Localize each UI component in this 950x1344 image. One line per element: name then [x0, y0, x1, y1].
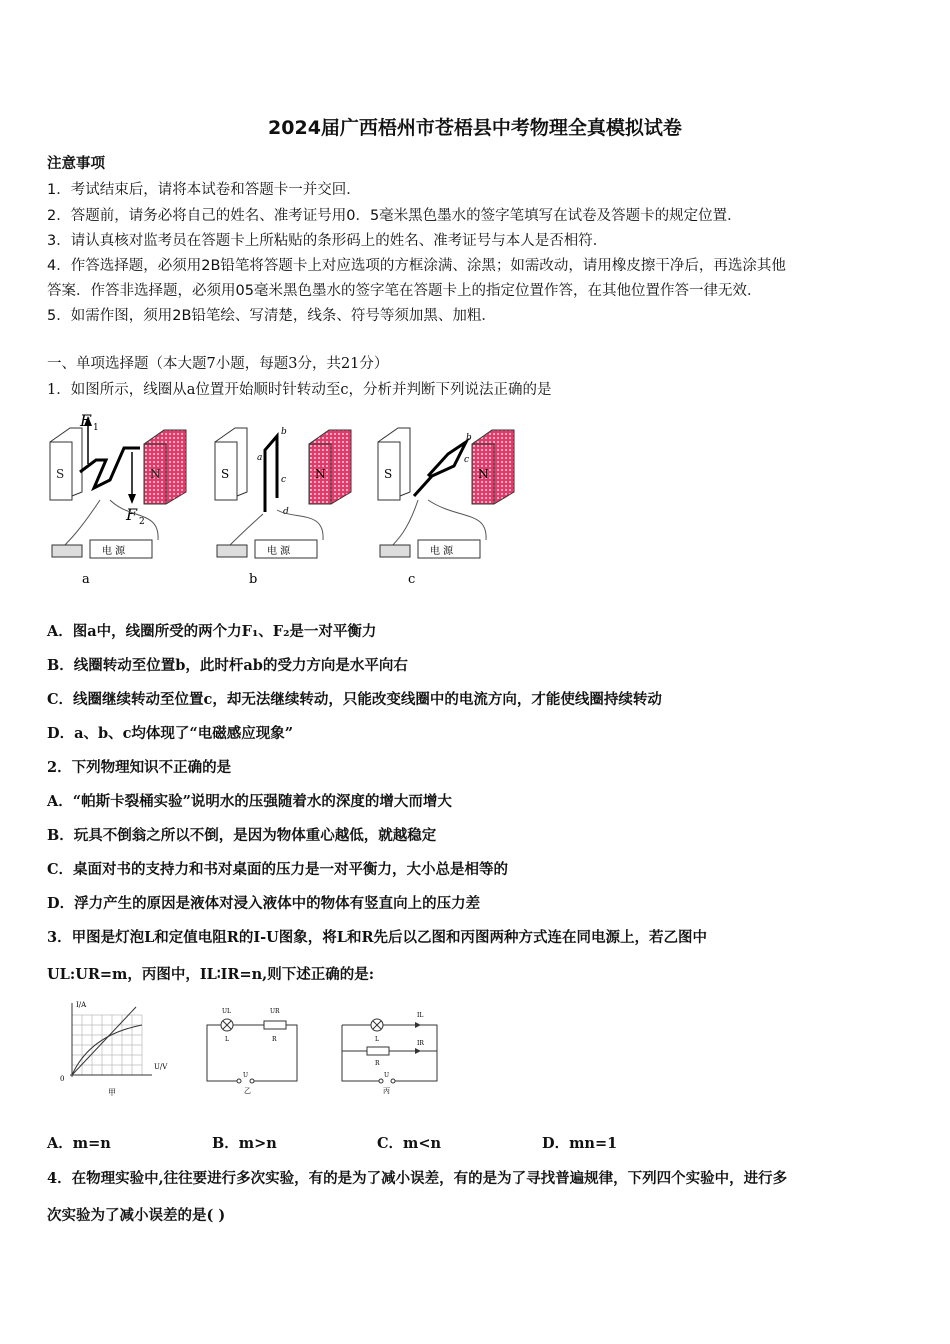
ir-label: IR	[417, 1040, 424, 1047]
motor-figure	[40, 400, 520, 592]
resistor-label: R	[375, 1060, 380, 1067]
axis-u-label: U/V	[154, 1063, 168, 1071]
graph-jia-label: 甲	[108, 1088, 116, 1097]
page-title: 2024届广西梧州市苍梧县中考物理全真模拟试卷	[268, 117, 682, 139]
question-2-stem: 2．下列物理知识不正确的是	[47, 759, 232, 776]
source-label: U	[243, 1072, 249, 1079]
notice-heading: 注意事项	[47, 156, 105, 172]
point-d-label: d	[283, 507, 289, 517]
q1-option-a: A．图a中，线圈所受的两个力F₁、F₂是一对平衡力	[47, 623, 377, 640]
force-f1-sub: 1	[93, 423, 99, 433]
n-pole-label: N	[478, 467, 489, 481]
figure-label-a: a	[82, 572, 90, 587]
diagram-a	[50, 411, 186, 587]
notice-item: 2．答题前，请务必将自己的姓名、准考证号用0．5毫米黑色墨水的签字笔填写在试卷及答题卡的规定位置．	[47, 208, 742, 224]
question-4-stem-1: 4．在物理实验中,往往要进行多次实验，有的是为了减小误差，有的是为了寻找普遍规律，下列四个实验中，进行多	[47, 1170, 788, 1187]
circuit-figure	[52, 995, 452, 1100]
figure-label-c: c	[408, 572, 416, 587]
point-a-label: a	[257, 453, 263, 463]
n-pole-label: N	[315, 467, 326, 481]
question-3-stem-2: UL:UR=m，丙图中，IL∶IR=n,则下述正确的是:	[47, 966, 375, 983]
lamp-label: L	[225, 1036, 229, 1043]
graph-bing-label: 丙	[383, 1087, 390, 1095]
ur-label: UR	[270, 1008, 280, 1015]
s-pole-label: S	[384, 467, 393, 481]
series-circuit	[207, 1008, 297, 1095]
il-label: IL	[417, 1012, 424, 1019]
question-4-stem-2: 次实验为了减小误差的是( )	[47, 1207, 226, 1224]
power-label: 电 源	[430, 546, 454, 557]
section-heading: 一、单项选择题（本大题7小题，每题3分，共21分）	[47, 356, 389, 372]
notice-item: 4．作答选择题，必须用2B铅笔将答题卡上对应选项的方框涂满、涂黑；如需改动，请用橡皮擦干净后，再选涂其他	[47, 258, 786, 274]
q3-option-a: A．m=n	[47, 1135, 111, 1152]
q2-option-a: A．“帕斯卡裂桶实验”说明水的压强随着水的深度的增大而增大	[47, 793, 452, 810]
q2-option-b: B．玩具不倒翁之所以不倒，是因为物体重心越低，就越稳定	[47, 827, 437, 844]
q3-option-d: D．mn=1	[542, 1135, 618, 1152]
s-pole-label: S	[221, 467, 230, 481]
lamp-label: L	[375, 1036, 379, 1043]
force-f2-sub: 2	[139, 517, 145, 527]
question-1-stem: 1．如图所示，线圈从a位置开始顺时针转动至c，分析并判断下列说法正确的是	[47, 382, 552, 398]
iu-graph	[60, 1001, 168, 1097]
point-b-label: b	[281, 427, 287, 437]
ul-label: UL	[222, 1008, 232, 1015]
resistor-label: R	[272, 1036, 277, 1043]
axis-i-label: I/A	[76, 1001, 87, 1009]
diagram-b	[215, 427, 351, 587]
q1-option-b: B．线圈转动至位置b，此时杆ab的受力方向是水平向右	[47, 657, 408, 674]
n-pole-label: N	[150, 467, 161, 481]
s-pole-label: S	[56, 467, 65, 481]
origin-label: 0	[60, 1075, 65, 1083]
point-c-label: c	[464, 455, 470, 465]
graph-yi-label: 乙	[244, 1087, 251, 1095]
source-label: U	[384, 1072, 390, 1079]
notice-item: 3．请认真核对监考员在答题卡上所粘贴的条形码上的姓名、准考证号与本人是否相符．	[47, 233, 608, 249]
power-label: 电 源	[102, 546, 126, 557]
force-f2-label: F	[126, 505, 138, 524]
q1-option-d: D．a、b、c均体现了“电磁感应现象”	[47, 725, 294, 742]
power-label: 电 源	[267, 546, 291, 557]
figure-label-b: b	[249, 572, 258, 587]
q3-option-c: C．m<n	[377, 1135, 442, 1152]
parallel-circuit	[342, 1012, 437, 1095]
notice-item: 5．如需作图，须用2B铅笔绘、写清楚，线条、符号等须加黑、加粗．	[47, 308, 496, 324]
notice-item: 答案．作答非选择题，必须用05毫米黑色墨水的签字笔在答题卡上的指定位置作答，在其他位置作答一律无效．	[47, 283, 762, 299]
q2-option-d: D．浮力产生的原因是液体对浸入液体中的物体有竖直向上的压力差	[47, 895, 481, 912]
q3-option-b: B．m>n	[212, 1135, 277, 1152]
q2-option-c: C．桌面对书的支持力和书对桌面的压力是一对平衡力，大小总是相等的	[47, 861, 509, 878]
diagram-c	[378, 428, 514, 587]
notice-item: 1．考试结束后，请将本试卷和答题卡一并交回．	[47, 182, 361, 198]
point-b-label: b	[466, 433, 472, 443]
force-f1-label: F	[80, 411, 92, 430]
point-c-label: c	[281, 475, 287, 485]
question-3-stem-1: 3．甲图是灯泡L和定值电阻R的I-U图象，将L和R先后以乙图和丙图两种方式连在同电源上，若乙图中	[47, 929, 708, 946]
q1-option-c: C．线圈继续转动至位置c，却无法继续转动，只能改变线圈中的电流方向，才能使线圈持续转动	[47, 691, 662, 708]
